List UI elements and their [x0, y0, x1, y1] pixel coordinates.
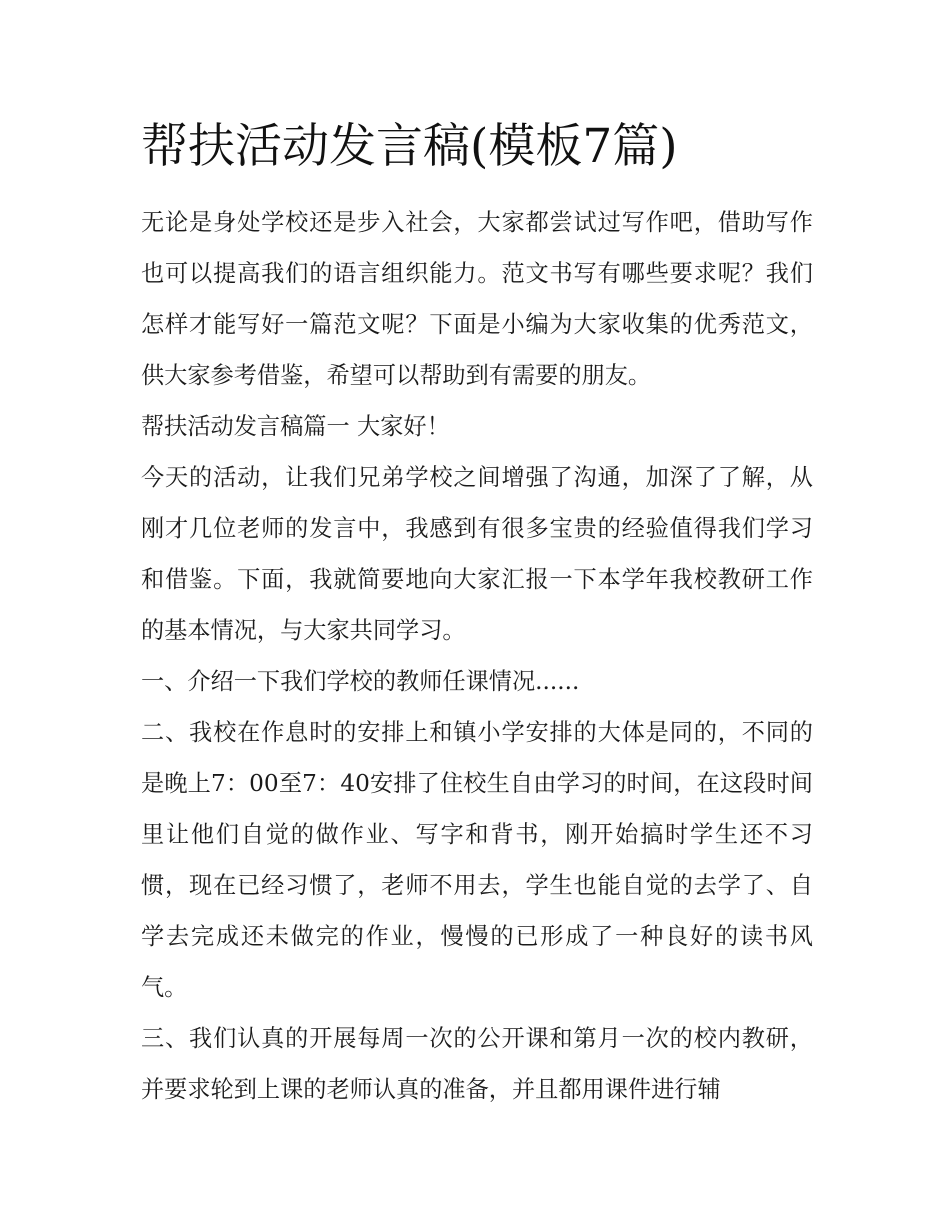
document-body	[141, 197, 813, 1115]
paragraph-opening: 今天的活动，让我们兄弟学校之间增强了沟通，加深了了解，从刚才几位老师的发言中，我感到有很多宝贵的经验值得我们学习和借鉴。下面，我就简要地向大家汇报一下本学年我校教研工作的基本情况，与大家共同学习。	[141, 464, 813, 644]
paragraph-point-two: 二、我校在作息时的安排上和镇小学安排的大体是同的，不同的是晚上7：00至7：40安排了住校生自由学习的时间，在这段时间里让他们自觉的做作业、写字和背书，刚开始搞时学生还不习惯，现在已经习惯了，老师不用去，学生也能自觉的去学了、自学去完成还未做完的作业，慢慢的已形成了一种良好的读书风气。	[141, 719, 813, 1001]
paragraph-point-one: 一、介绍一下我们学校的教师任课情况......	[141, 668, 580, 695]
paragraph-greeting: 帮扶活动发言稿篇一 大家好！	[141, 413, 450, 440]
paragraph-point-three: 三、我们认真的开展每周一次的公开课和第月一次的校内教研，并要求轮到上课的老师认真的准备，并且都用课件进行辅	[141, 1025, 813, 1103]
paragraph-intro: 无论是身处学校还是步入社会，大家都尝试过写作吧，借助写作也可以提高我们的语言组织能力。范文书写有哪些要求呢？我们怎样才能写好一篇范文呢？下面是小编为大家收集的优秀范文，供大家参考借鉴，希望可以帮助到有需要的朋友。	[141, 209, 813, 389]
document-title: 帮扶活动发言稿(模板7篇)	[141, 119, 678, 174]
